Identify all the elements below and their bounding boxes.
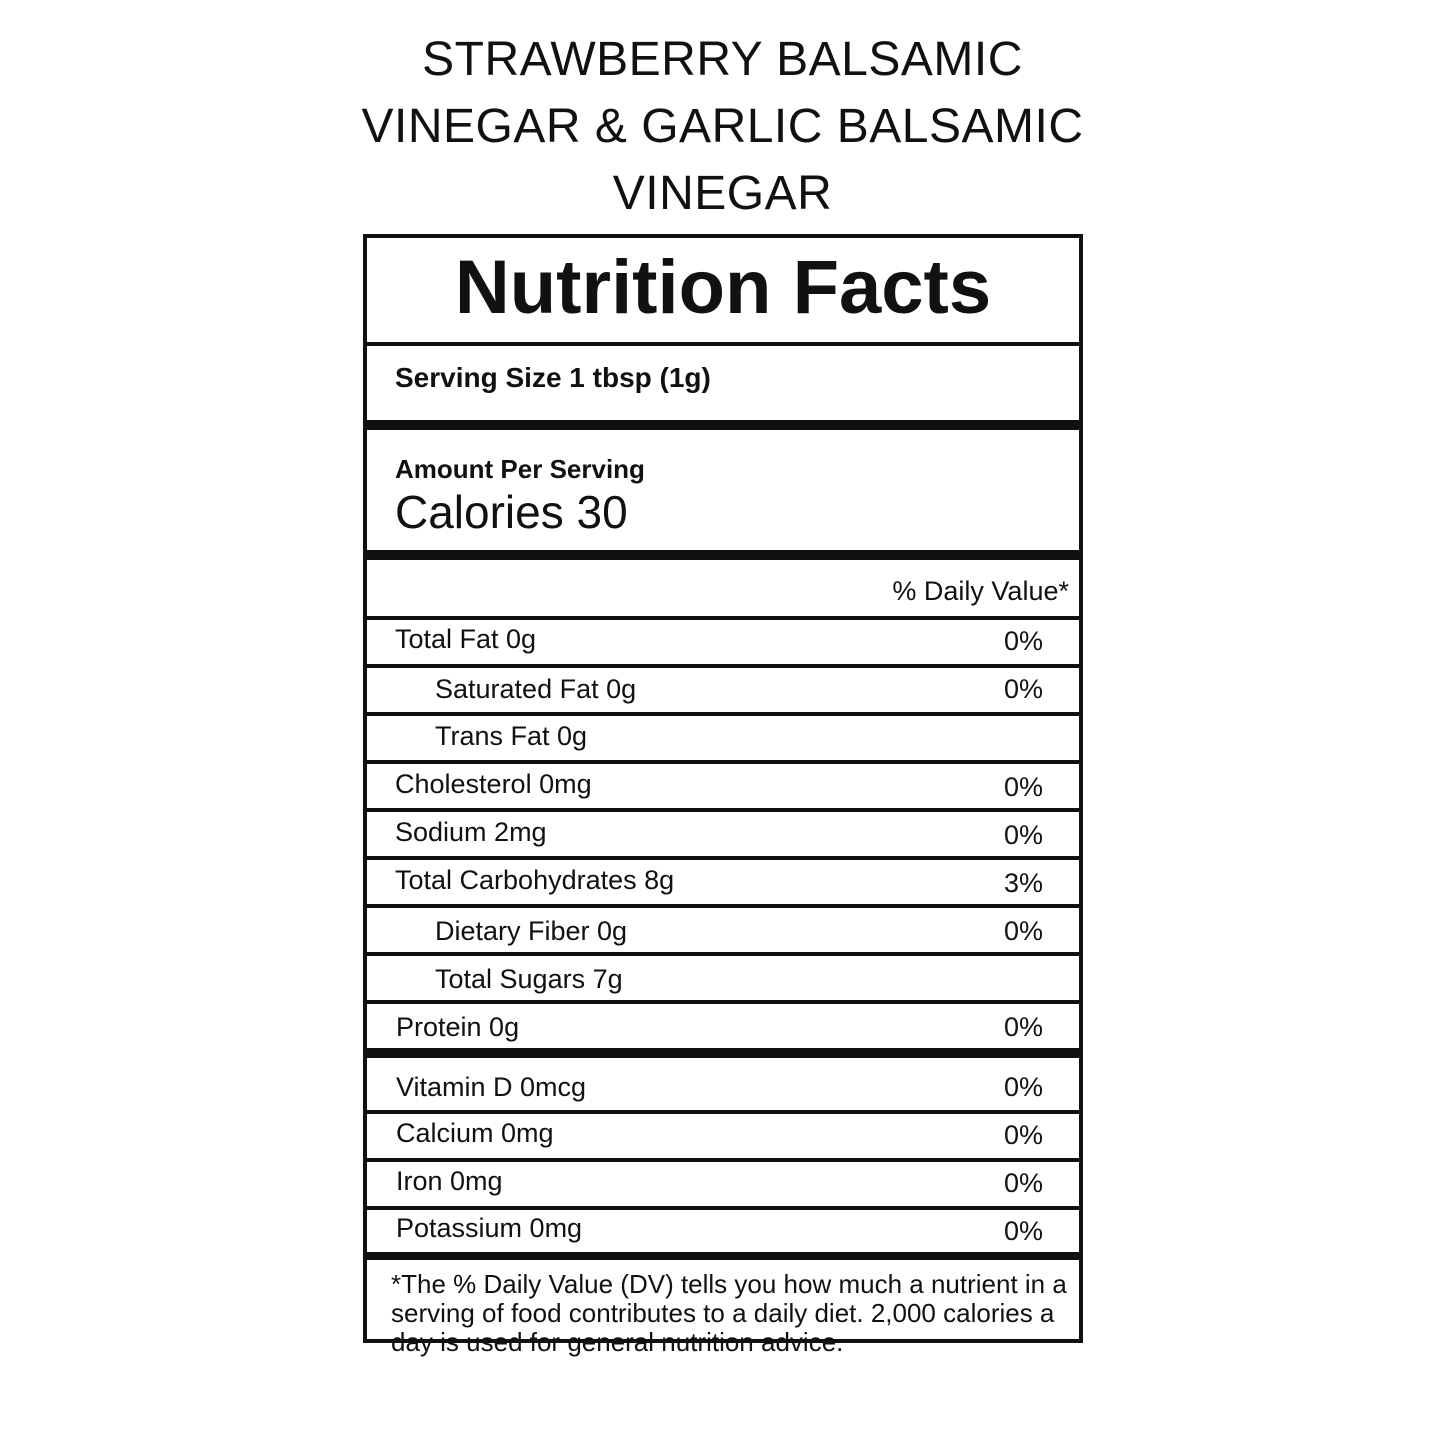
nutrient-name: Sodium 2mg bbox=[395, 817, 547, 847]
thick-divider bbox=[367, 1252, 1079, 1260]
nutrient-dv: 0% bbox=[1003, 916, 1043, 946]
divider bbox=[367, 1206, 1079, 1210]
divider bbox=[367, 664, 1079, 668]
nutrient-dv: 0% bbox=[1003, 674, 1043, 704]
micronutrient-name: Calcium 0mg bbox=[396, 1118, 554, 1148]
nutrient-dv: 3% bbox=[1003, 868, 1043, 898]
divider bbox=[367, 1110, 1079, 1114]
nutrient-dv: 0% bbox=[1003, 820, 1043, 850]
product-title-line-2: VINEGAR & GARLIC BALSAMIC bbox=[361, 100, 1084, 153]
nutrient-name: Total Carbohydrates 8g bbox=[395, 865, 675, 895]
micronutrient-name: Iron 0mg bbox=[396, 1166, 503, 1196]
calories: Calories 30 bbox=[395, 486, 628, 538]
product-title bbox=[0, 26, 1445, 227]
nutrient-name: Total Fat 0g bbox=[395, 624, 537, 654]
divider bbox=[367, 856, 1079, 860]
product-title-line-3: VINEGAR bbox=[612, 167, 833, 220]
nutrient-dv: 0% bbox=[1003, 772, 1043, 802]
thick-divider bbox=[367, 550, 1079, 560]
nutrient-dv: 0% bbox=[1003, 1012, 1043, 1042]
daily-value-footnote: *The % Daily Value (DV) tells you how much a nutrient in a serving of food contributes to a daily diet. 2,000 calories a day is used for general nutrition advice. bbox=[391, 1269, 1067, 1357]
nutrient-name: Dietary Fiber 0g bbox=[435, 916, 628, 946]
daily-value-header: % Daily Value* bbox=[892, 576, 1069, 606]
divider bbox=[367, 808, 1079, 812]
micronutrient-dv: 0% bbox=[1003, 1168, 1043, 1198]
divider bbox=[367, 1158, 1079, 1162]
micronutrient-name: Potassium 0mg bbox=[396, 1213, 583, 1243]
micronutrient-dv: 0% bbox=[1003, 1120, 1043, 1150]
divider bbox=[367, 760, 1079, 764]
thick-divider bbox=[367, 420, 1079, 430]
divider bbox=[367, 712, 1079, 716]
nutrient-name: Total Sugars 7g bbox=[435, 964, 623, 994]
divider bbox=[367, 904, 1079, 908]
nutrient-name: Protein 0g bbox=[396, 1012, 520, 1042]
amount-per-serving: Amount Per Serving bbox=[395, 454, 645, 484]
divider bbox=[367, 952, 1079, 956]
thick-divider bbox=[367, 1048, 1079, 1058]
divider bbox=[367, 342, 1079, 346]
nutrient-name: Trans Fat 0g bbox=[435, 721, 588, 751]
nutrition-facts-label bbox=[363, 234, 1083, 1357]
product-title-line-1: STRAWBERRY BALSAMIC bbox=[422, 33, 1023, 86]
micronutrient-dv: 0% bbox=[1003, 1216, 1043, 1246]
nutrient-name: Cholesterol 0mg bbox=[395, 769, 592, 799]
serving-size: Serving Size 1 tbsp (1g) bbox=[395, 362, 711, 393]
divider bbox=[367, 616, 1079, 620]
micronutrient-dv: 0% bbox=[1003, 1072, 1043, 1102]
nutrient-dv: 0% bbox=[1003, 626, 1043, 656]
micronutrient-name: Vitamin D 0mcg bbox=[396, 1072, 587, 1102]
nutrition-facts-heading: Nutrition Facts bbox=[454, 245, 992, 330]
nutrient-name: Saturated Fat 0g bbox=[435, 674, 637, 704]
divider bbox=[367, 1000, 1079, 1004]
